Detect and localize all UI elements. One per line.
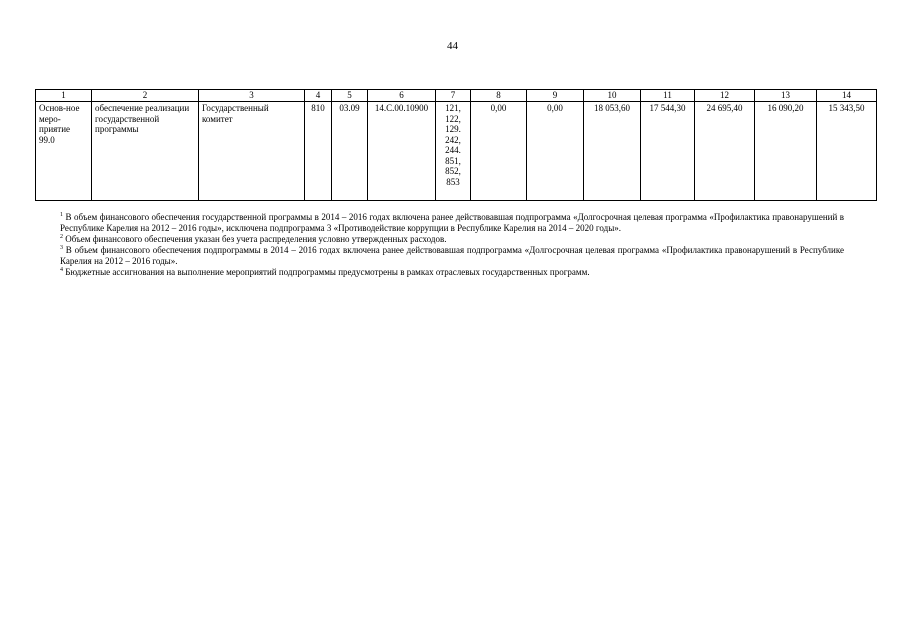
- column-header: 1: [36, 90, 92, 102]
- cell-value-col14: 15 343,50: [817, 102, 877, 201]
- cell-value-col9: 0,00: [527, 102, 584, 201]
- footnote: [60, 267, 844, 278]
- column-header: 13: [755, 90, 817, 102]
- page-number: 44: [447, 40, 458, 52]
- column-header: 8: [471, 90, 527, 102]
- footnote-mark: 3: [60, 245, 63, 251]
- table-row: [36, 102, 877, 201]
- budget-table: [35, 89, 877, 201]
- cell-expense-types: [436, 102, 471, 201]
- expense-type-code: 129.: [445, 124, 461, 134]
- expense-type-code: 122,: [445, 113, 461, 124]
- cell-grbs-code: 810: [305, 102, 332, 201]
- cell-value-col10: 18 053,60: [584, 102, 641, 201]
- footnote-mark: 2: [60, 234, 63, 240]
- column-header: 2: [92, 90, 199, 102]
- cell-activity-name: обеспечение реализации государственной программы: [92, 102, 199, 201]
- column-header: 11: [641, 90, 695, 102]
- footnote-mark: 1: [60, 212, 63, 218]
- footnote-text: В объем финансового обеспечения государственной программы в 2014 – 2016 годах включена ранее действовавшая подпрограмма «Долгосрочная целевая программа «Профилактика правонарушений в Республике Карелия на 2012 – 2016 годы», исключена подпрограмма 3 «Противодействие коррупции в Республике Карелия на 2014 – 2020 годы».: [60, 212, 844, 233]
- cell-section-code: 03.09: [332, 102, 368, 201]
- cell-executor: Государственный комитет: [199, 102, 305, 201]
- column-header: 6: [368, 90, 436, 102]
- footnotes: [60, 212, 844, 278]
- footnote-mark: 4: [60, 267, 63, 273]
- column-header: 7: [436, 90, 471, 102]
- expense-type-code: 242,: [445, 134, 461, 145]
- expense-type-code: 852,: [445, 166, 461, 176]
- cell-value-col11: 17 544,30: [641, 102, 695, 201]
- expense-type-code: 851,: [445, 155, 461, 166]
- expense-type-code: 853: [446, 176, 460, 187]
- footnote: [60, 234, 844, 245]
- column-header: 12: [695, 90, 755, 102]
- footnote: [60, 212, 844, 234]
- column-header: 5: [332, 90, 368, 102]
- column-header: 9: [527, 90, 584, 102]
- cell-value-col12: 24 695,40: [695, 102, 755, 201]
- cell-value-col13: 16 090,20: [755, 102, 817, 201]
- cell-activity-number: Основ-ное меро-приятие 99.0: [36, 102, 92, 201]
- footnote-text: Объем финансового обеспечения указан без учета распределения условно утвержденных расходов.: [65, 234, 447, 244]
- footnote-text: Бюджетные ассигнования на выполнение мероприятий подпрограммы предусмотрены в рамках отраслевых государственных программ.: [65, 267, 590, 277]
- table-header-row: [36, 90, 877, 102]
- expense-type-code: 121,: [445, 103, 461, 113]
- cell-target-article: 14.С.00.10900: [368, 102, 436, 201]
- cell-value-col8: 0,00: [471, 102, 527, 201]
- column-header: 14: [817, 90, 877, 102]
- footnote-text: В объем финансового обеспечения подпрограммы в 2014 – 2016 годах включена ранее действовавшая подпрограмма «Долгосрочная целевая программа «Профилактика правонарушений в Республике Карелия на 2012 – 2016 годы».: [60, 245, 844, 266]
- column-header: 4: [305, 90, 332, 102]
- column-header: 3: [199, 90, 305, 102]
- column-header: 10: [584, 90, 641, 102]
- footnote: [60, 245, 844, 267]
- expense-type-code: 244.: [445, 145, 461, 155]
